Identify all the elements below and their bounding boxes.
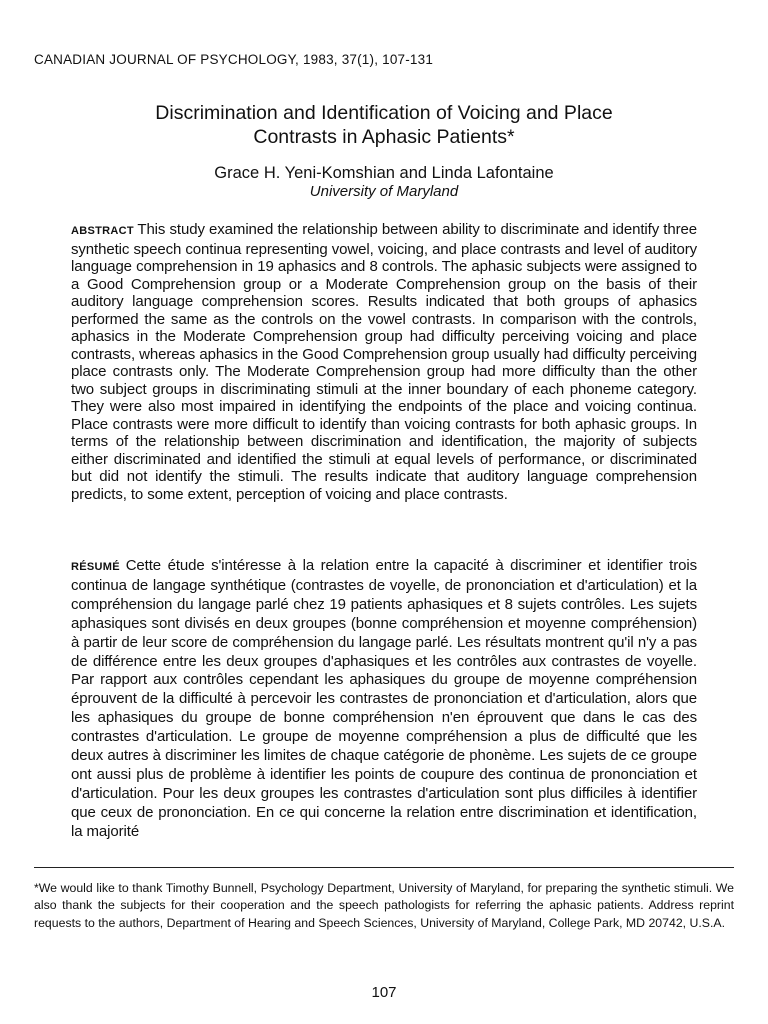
abstract (71, 221, 697, 503)
article-title-line-1: Discrimination and Identification of Voicing and Place (155, 102, 613, 124)
resume-label: RÉSUMÉ (71, 561, 126, 573)
page-number: 107 (371, 984, 397, 1001)
article-title-line-2: Contrasts in Aphasic Patients* (253, 126, 515, 148)
abstract-text: This study examined the relationship between ability to discriminate and identify three synthetic speech continua representing vowel, voicing, and place contrasts and level of auditory language comprehension in 19 aphasics and 8 controls. The aphasic subjects were assigned to a Good Comprehension group or a Moderate Comprehension group on the basis of their auditory language comprehension scores. Results indicated that both groups of aphasics performed the same as the controls on the vowel contrasts. In comparison with the controls, aphasics in the Moderate Comprehension group had difficulty perceiving voicing and place contrasts, whereas aphasics in the Good Comprehension group usually had difficulty perceiving place contrasts only. The Moderate Comprehension group had more difficulty than the other two subject groups in discriminating stimuli at the inner boundary of each phoneme category. They were also most impaired in identifying the endpoints of the place and voicing continua. Place contrasts were more difficult to identify than voicing contrasts for both aphasic groups. In terms of the relationship between discrimination and identification, the majority of subjects either discriminated and identified the stimuli at equal levels of performance, or discriminated but did not identify the stimuli. The results indicate that auditory language comprehension predicts, to some extent, perception of voicing and place contrasts. (71, 221, 697, 503)
affiliation: University of Maryland (309, 183, 459, 200)
article-title (40, 101, 728, 149)
footnote-divider (34, 867, 734, 868)
running-head: CANADIAN JOURNAL OF PSYCHOLOGY, 1983, 37(1), 107-131 (34, 52, 434, 67)
author-block (0, 164, 768, 201)
abstract-label: ABSTRACT (71, 225, 138, 237)
resume (71, 557, 697, 842)
authors: Grace H. Yeni-Komshian and Linda Lafontaine (214, 164, 554, 182)
resume-text: Cette étude s'intéresse à la relation entre la capacité à discriminer et identifier trois continua de langage synthétique (contrastes de voyelle, de prononciation et d'articulation) et la compréhension du langage parlé chez 19 patients aphasiques et 8 sujets contrôles. Les sujets aphasiques sont divisés en deux groupes (bonne compréhension et moyenne compréhension) à partir de leur score de compréhension du langage parlé. Les résultats montrent qu'il n'y a pas de différence entre les deux groupes d'aphasiques et les contrôles aux contrastes de voyelle. Par rapport aux contrôles cependant les aphasiques du groupe de moyenne compréhension éprouvent de la difficulté à percevoir les contrastes de prononciation et d'articulation, alors que les aphasiques du groupe de bonne compréhension n'en éprouvent que dans le cas des contrastes d'articulation. Le groupe de moyenne compréhension a plus de difficulté que les deux autres à discriminer les limites de chaque catégorie de phonème. Les sujets de ce groupe ont aussi plus de problème à identifier les points de coupure des continua de prononciation et d'articulation. Pour les deux groupes les contrastes d'articulation sont plus difficiles à identifier que ceux de prononciation. En ce qui concerne la relation entre discrimination et identification, la majorité (71, 557, 697, 840)
footnote: *We would like to thank Timothy Bunnell, Psychology Department, University of Maryland, for preparing the synthetic stimuli. We also thank the subjects for their cooperation and the speech pathologists for referring the aphasic patients. Address reprint requests to the authors, Department of Hearing and Speech Sciences, University of Maryland, College Park, MD 20742, U.S.A. (34, 881, 734, 930)
